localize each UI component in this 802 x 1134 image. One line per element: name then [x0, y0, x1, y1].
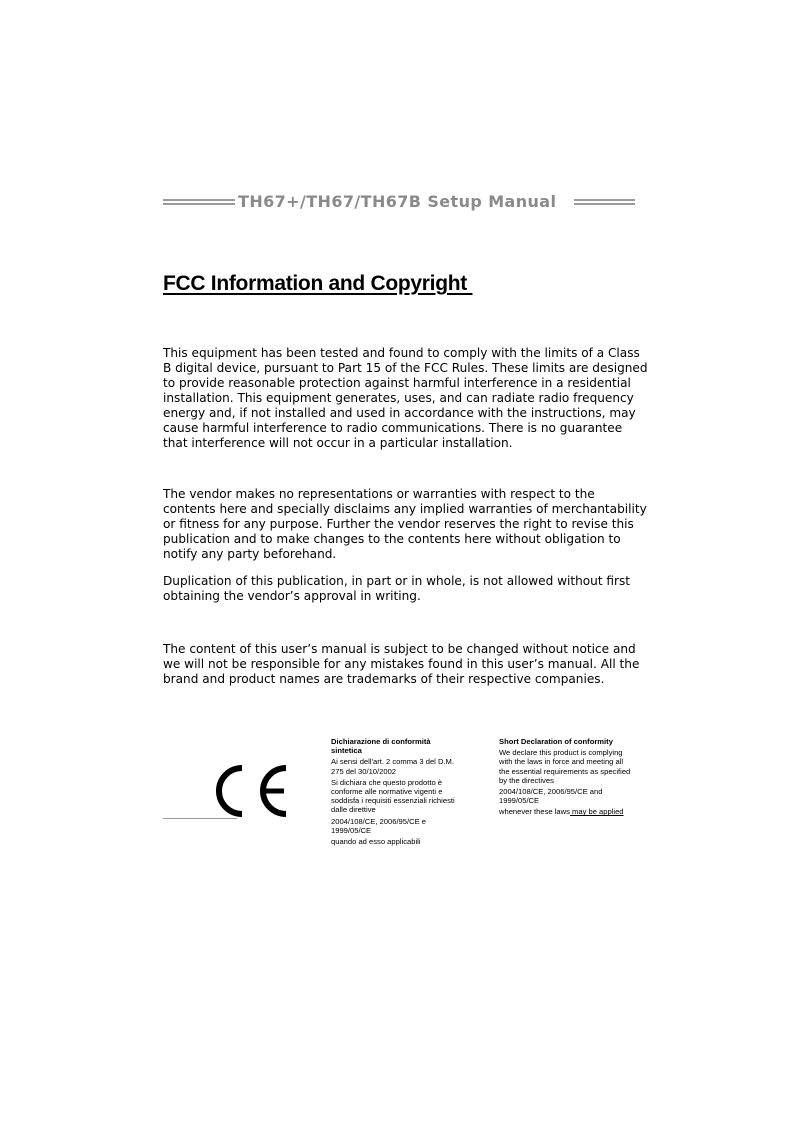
declaration-english-last-prefix: whenever these laws [499, 807, 570, 817]
manual-header [163, 190, 635, 214]
declaration-english-last-underlined: may be applied [569, 807, 624, 817]
ce-underline [163, 818, 237, 819]
declaration-english-line: 2004/108/CE, 2006/95/CE and 1999/05/CE [499, 787, 603, 806]
header-rule-left [163, 199, 235, 205]
declaration-italian-line: 2004/108/CE, 2006/95/CE e 1999/05/CE [331, 816, 426, 835]
declaration-italian-heading: Dichiarazione di conformità sintetica [331, 737, 431, 756]
declaration-italian-line: Ai sensi dell'art. 2 comma 3 del D.M. 275 del 30/10/2002 [331, 757, 454, 776]
page-title: FCC Information and Copyright [163, 272, 473, 295]
declaration-english-last-line [499, 807, 649, 816]
declaration-english-heading: Short Declaration of conformity [499, 737, 613, 746]
declaration-italian-line: Si dichiara che questo prodotto è conforme alle normative vigenti e soddisfa i requisiti essenziali richiesti dalle direttive [331, 777, 455, 815]
trademark-paragraph: The content of this user’s manual is subject to be changed without notice and we will not be responsible for any mistakes found in this user’s manual. All the brand and product names are trademarks of their respective companies. [163, 642, 640, 686]
warranty-paragraph: The vendor makes no representations or warranties with respect to the contents here and specially disclaims any implied warranties of merchantability or fitness for any purpose. Further the vendor reserves the right to revise this publication and to make changes to the contents here without obligation to notify any party beforehand. [163, 487, 647, 561]
declaration-english-line: We declare this product is complying with the laws in force and meeting all the essential requirements as specified by the directives [499, 748, 631, 785]
declaration-italian [331, 737, 476, 848]
duplication-paragraph: Duplication of this publication, in part or in whole, is not allowed without first obtaining the vendor’s approval in writing. [163, 574, 631, 603]
ce-mark-icon [208, 762, 290, 820]
manual-title: TH67+/TH67/TH67B Setup Manual [238, 192, 557, 211]
declaration-italian-line: quando ad esso applicabili [331, 837, 421, 847]
fcc-paragraph: This equipment has been tested and found to comply with the limits of a Class B digital device, pursuant to Part 15 of the FCC Rules. These limits are designed to provide reasonable protection against harmful interference in a residential installation. This equipment generates, uses, and can radiate radio frequency energy and, if not installed and used in accordance with the instructions, may cause harmful interference to radio communications. There is no guarantee that interference will not occur in a particular installation. [163, 346, 648, 450]
header-rule-right [574, 199, 635, 205]
declaration-english [499, 737, 649, 819]
